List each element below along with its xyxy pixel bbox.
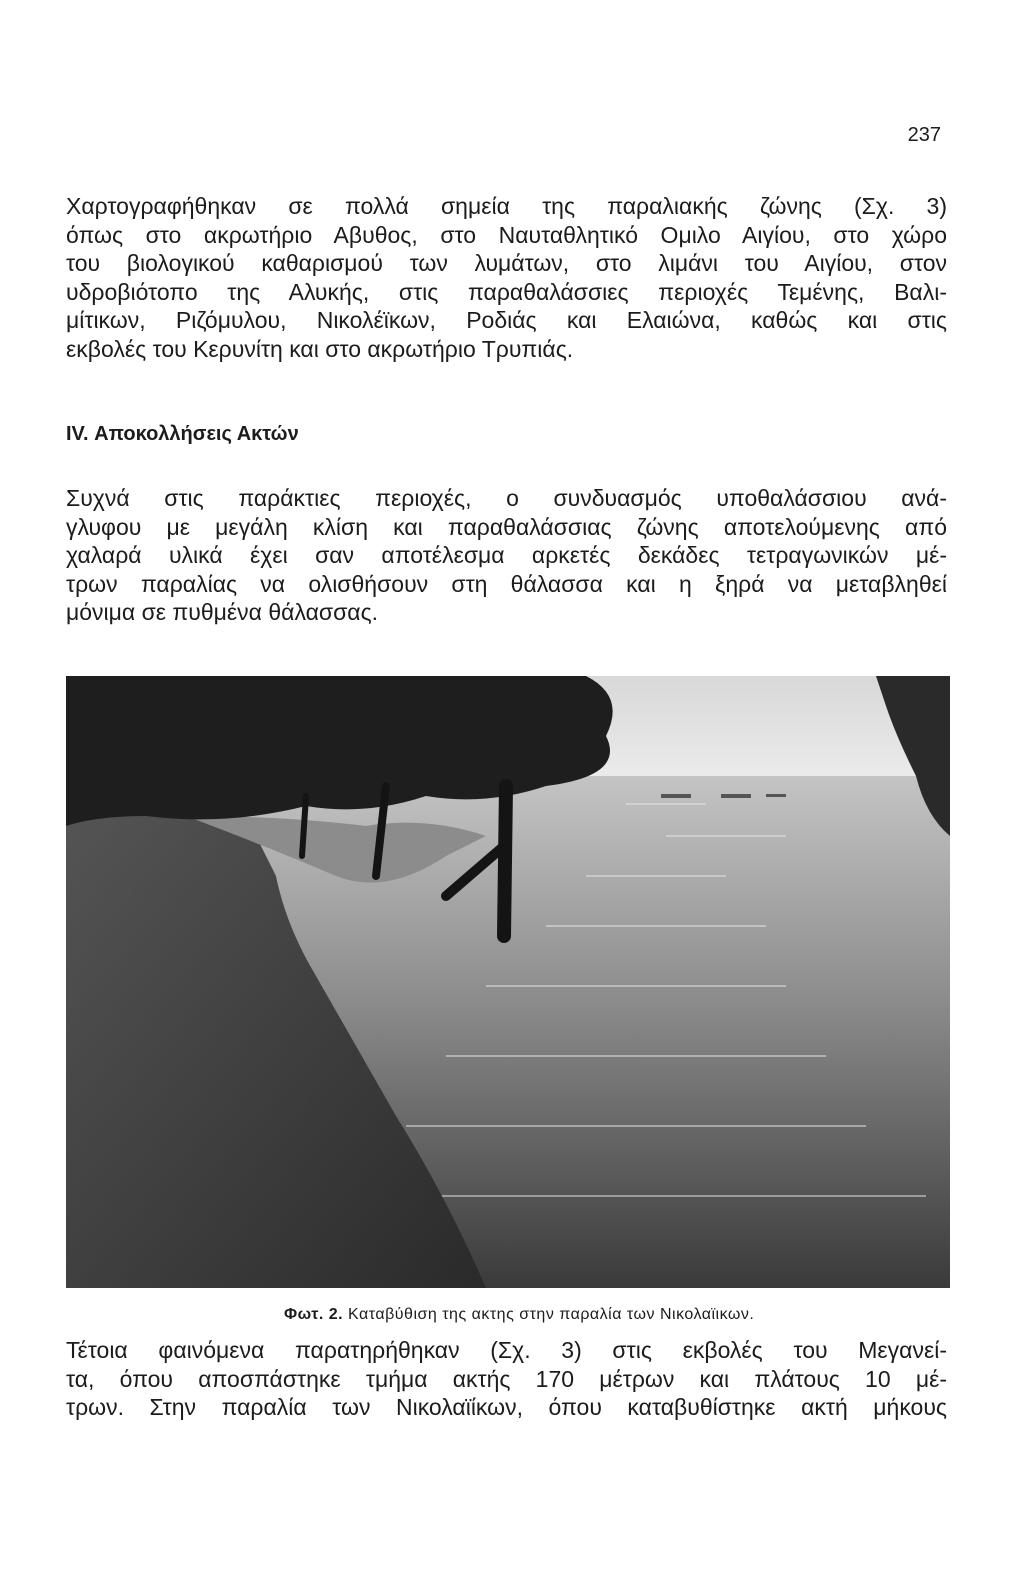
text-line: υδροβιότοπο της Αλυκής, στις παραθαλάσσιες περιοχές Τεμένης, Βαλι- bbox=[66, 278, 947, 305]
paragraph-intro bbox=[66, 192, 947, 363]
text-line: Τέτοια φαινόμενα παρατηρήθηκαν (Σχ. 3) στις εκβολές του Μεγανεί- bbox=[66, 1337, 947, 1363]
page-number: 237 bbox=[907, 124, 941, 146]
text-line: εκβολές του Κερυνίτη και στο ακρωτήριο Τρυπιάς. bbox=[66, 335, 574, 362]
photograph bbox=[66, 676, 950, 1288]
text-line: γλυφου με μεγάλη κλίση και παραθαλάσσιας ζώνης αποτελούμενης από bbox=[66, 513, 947, 540]
text-line: όπως στο ακρωτήριο Αβυθος, στο Ναυταθλητικό Ομιλο Αιγίου, στο χώρο bbox=[66, 221, 947, 248]
text-line: τρων. Στην παραλία των Νικολαϊίκων, όπου καταβυθίστηκε ακτή μήκους bbox=[66, 1394, 947, 1420]
text-line: χαλαρά υλικά έχει σαν αποτέλεσμα αρκετές δεκάδες τετραγωνικών μέ- bbox=[66, 542, 947, 568]
text-line: Χαρτογραφήθηκαν σε πολλά σημεία της παραλιακής ζώνης (Σχ. 3) bbox=[66, 193, 947, 219]
text-line: του βιολογικού καθαρισμού των λυμάτων, στο λιμάνι του Αιγίου, στον bbox=[66, 250, 947, 276]
paragraph-observations bbox=[66, 1336, 947, 1422]
text-line: Συχνά στις παράκτιες περιοχές, ο συνδυασμός υποθαλάσσιου ανά- bbox=[66, 485, 947, 511]
caption-label: Φωτ. 2. bbox=[284, 1306, 344, 1323]
text-line: μόνιμα σε πυθμένα θάλασσας. bbox=[66, 599, 379, 625]
text-line: μίτικων, Ριζόμυλου, Νικολέϊκων, Ροδιάς και Ελαιώνα, καθώς και στις bbox=[66, 307, 947, 333]
photo-caption bbox=[284, 1306, 754, 1324]
section-heading: IV. Αποκολλήσεις Ακτών bbox=[66, 423, 299, 445]
text-line: τα, όπου αποσπάστηκε τμήμα ακτής 170 μέτρων και πλάτους 10 μέ- bbox=[66, 1365, 947, 1392]
caption-text: Καταβύθιση της ακτης στην παραλία των Νικολαϊικων. bbox=[348, 1306, 755, 1323]
text-line: τρων παραλίας να ολισθήσουν στη θάλασσα και η ξηρά να μεταβληθεί bbox=[66, 570, 947, 597]
paragraph-coastal-detachment bbox=[66, 484, 947, 627]
